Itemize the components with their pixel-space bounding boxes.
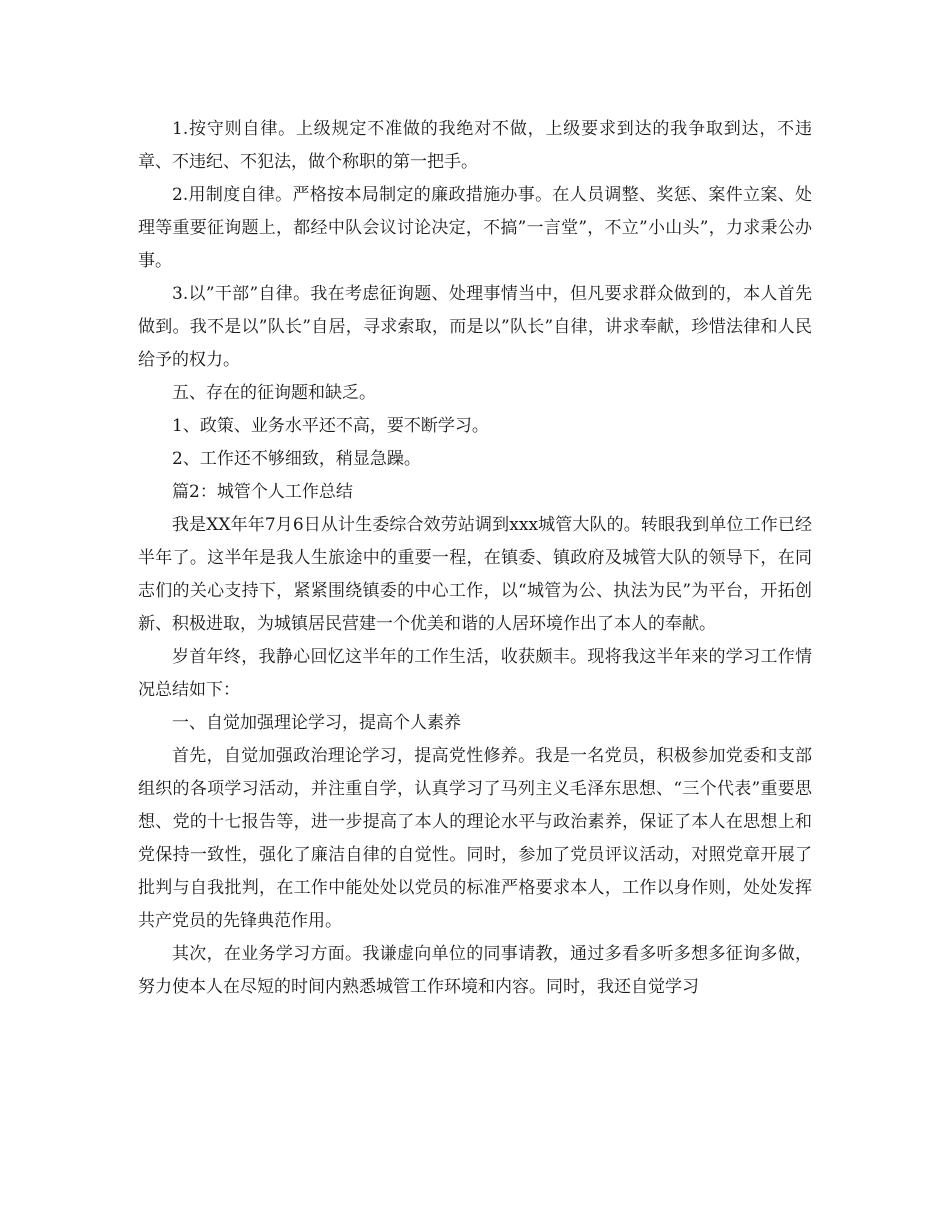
article-title-2: 篇2：城管个人工作总结 (172, 482, 353, 502)
paragraph-political-study: 首先，自觉加强政治理论学习，提高党性修养。我是一名党员，积极参加党委和支部组织的各项学习活动，并注重自学，认真学习了马列主义毛泽东思想、“三个代表”重要思想、党的十七报告等，进一步提高了本人的理论水平与政治素养，保证了本人在思想上和党保持一致性，强化了廉洁自律的自觉性。同时，参加了党员评议活动，对照党章开展了批判与自我批判，在工作中能处处以党员的标准严格要求本人，工作以身作则，处处发挥共产党员的先锋典范作用。 (138, 746, 812, 931)
paragraph-rule-3: 3.以”干部”自律。我在考虑征询题、处理事情当中，但凡要求群众做到的，本人首先做到。我不是以”队长”自居，寻求索取，而是以”队长”自律，讲求奉献，珍惜法律和人民给予的权力。 (138, 284, 812, 370)
section-heading-theory: 一、自觉加强理论学习，提高个人素养 (172, 713, 461, 733)
paragraph-rule-2: 2.用制度自律。严格按本局制定的廉政措施办事。在人员调整、奖惩、案件立案、处理等重要征询题上，都经中队会议讨论决定，不搞”一言堂”，不立”小山头”，力求秉公办事。 (138, 185, 812, 271)
paragraph-summary-intro: 岁首年终，我静心回忆这半年的工作生活，收获颇丰。现将我这半年来的学习工作情况总结如下： (138, 647, 812, 700)
list-item-problem-1: 1、政策、业务水平还不高，要不断学习。 (172, 416, 489, 436)
list-item-problem-2: 2、工作还不够细致，稍显急躁。 (172, 449, 421, 469)
paragraph-business-study: 其次，在业务学习方面。我谦虚向单位的同事请教，通过多看多听多想多征询多做，努力使本人在尽短的时间内熟悉城管工作环境和内容。同时，我还自觉学习 (138, 944, 812, 997)
paragraph-intro: 我是XX年年7月6日从计生委综合效劳站调到xxx城管大队的。转眼我到单位工作已经半年了。这半年是我人生旅途中的重要一程，在镇委、镇政府及城管大队的领导下，在同志们的关心支持下，紧紧围绕镇委的中心工作，以“城管为公、执法为民”为平台，开拓创新、积极进取，为城镇居民营建一个优美和谐的人居环境作出了本人的奉献。 (138, 515, 812, 634)
section-heading-problems: 五、存在的征询题和缺乏。 (172, 383, 376, 403)
paragraph-rule-1: 1.按守则自律。上级规定不准做的我绝对不做，上级要求到达的我争取到达，不违章、不违纪、不犯法，做个称职的第一把手。 (138, 119, 812, 172)
